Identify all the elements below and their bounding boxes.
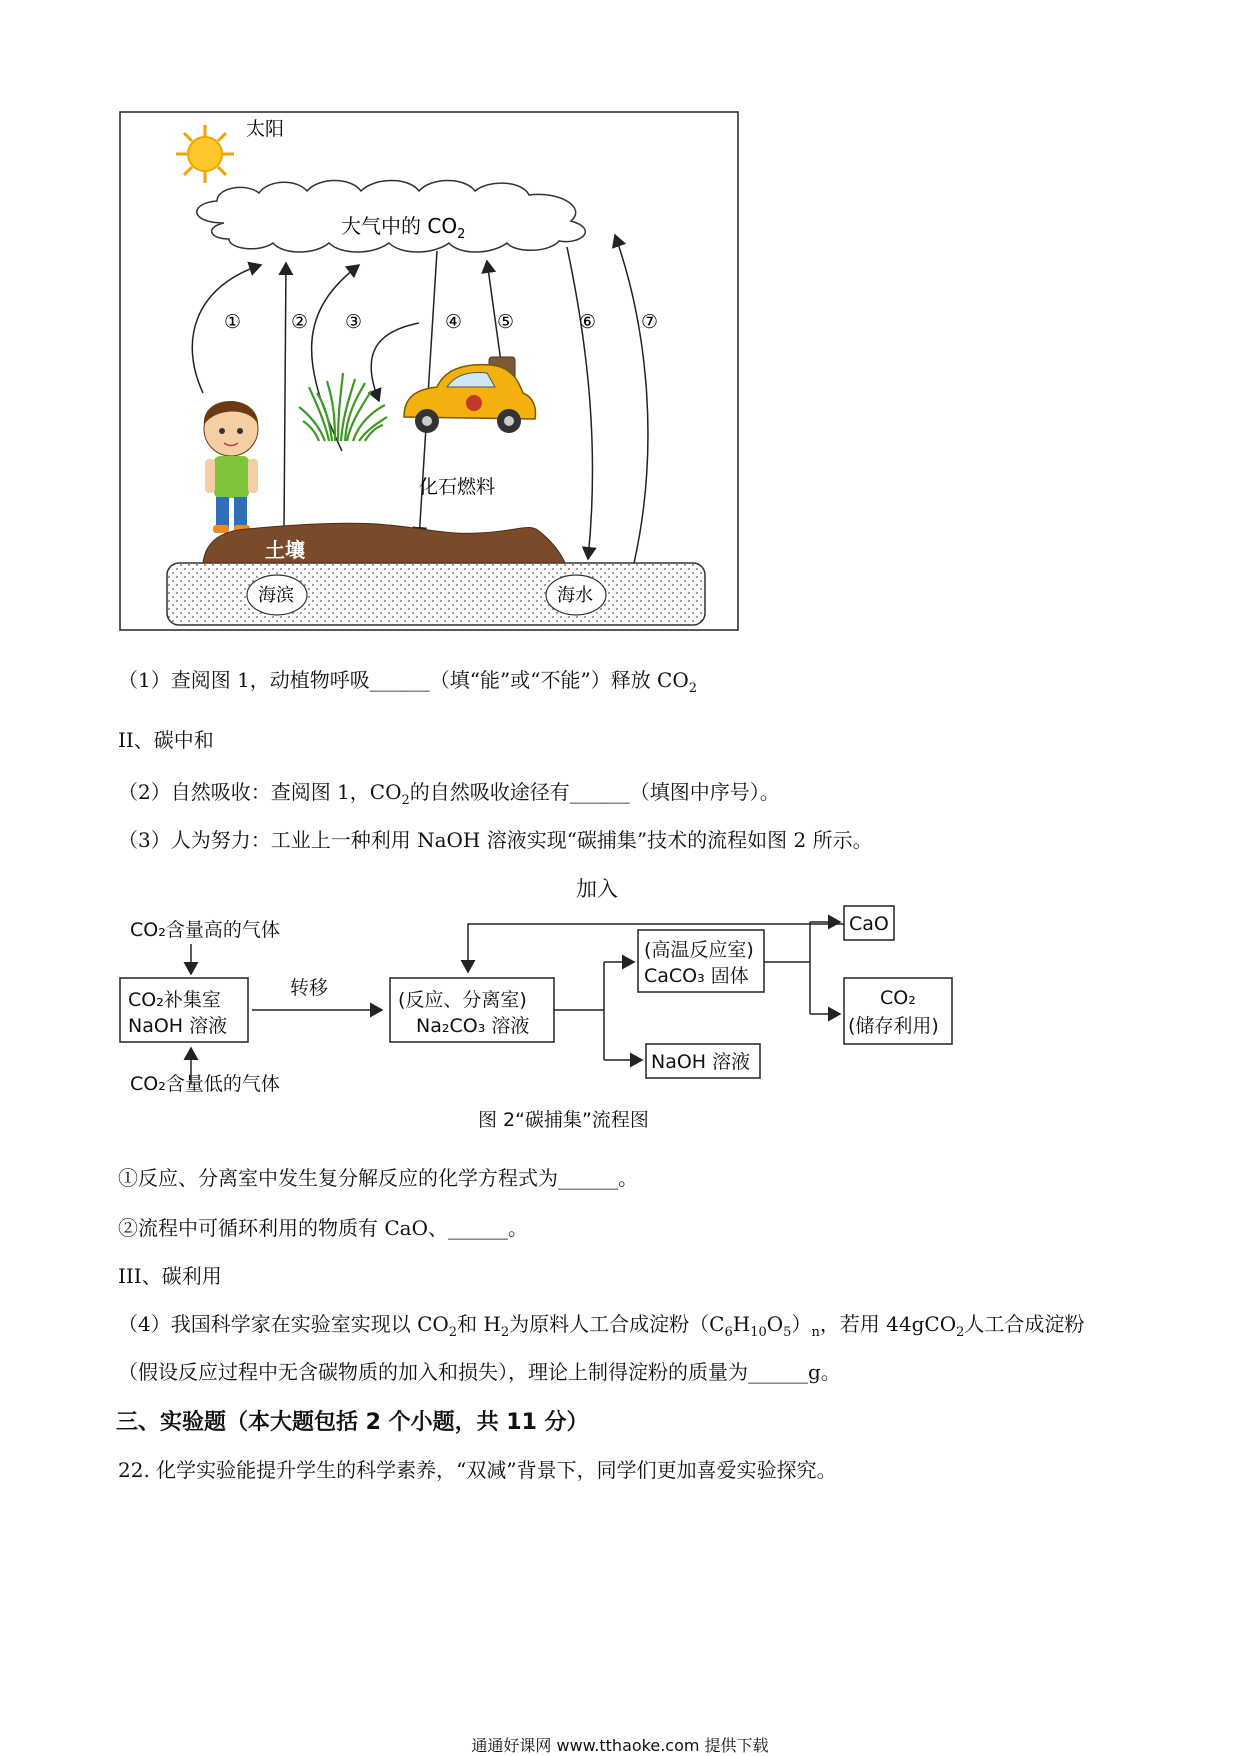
- question-3-2: ②流程中可循环利用的物质有 CaO、______。: [118, 1216, 528, 1240]
- capture-chamber-line1: CO₂补集室: [128, 989, 221, 1011]
- question-3-1: ①反应、分离室中发生复分解反应的化学方程式为______。: [118, 1166, 638, 1190]
- fossil-fuel-label: 化石燃料: [419, 476, 496, 498]
- naoh-solution-label: NaOH 溶液: [651, 1051, 751, 1073]
- question-4-line1: （4）我国科学家在实验室实现以 $CO_2$和 $H_2$为原料人工合成淀粉$(C_6H_{10}O_5)_n$，若用 44gCO$_2$人工合成淀粉: [118, 1312, 1085, 1340]
- section-heading-iii: III、碳利用: [118, 1264, 222, 1288]
- carbon-cycle-figure: [119, 111, 739, 631]
- footer-text: 通通好课网 www.tthaoke.com 提供下载: [471, 1736, 769, 1755]
- high-temp-chamber-line2: CaCO₃ 固体: [644, 965, 749, 987]
- path-number-3: ③: [345, 311, 363, 333]
- question-22: 22. 化学实验能提升学生的科学素养，“双减”背景下，同学们更加喜爱实验探究。: [118, 1458, 837, 1482]
- high-co2-gas-label: CO₂含量高的气体: [130, 919, 280, 941]
- capture-chamber-line2: NaOH 溶液: [128, 1015, 228, 1037]
- co2-storage-line2: (储存利用): [848, 1015, 939, 1037]
- transfer-label: 转移: [290, 977, 329, 999]
- path-number-2: ②: [291, 311, 309, 333]
- sea-label: 海水: [557, 585, 593, 606]
- low-co2-gas-label: CO₂含量低的气体: [130, 1073, 280, 1095]
- question-4-line2: （假设反应过程中无含碳物质的加入和损失），理论上制得淀粉的质量为______g。: [118, 1360, 841, 1384]
- path-number-6: ⑥: [579, 311, 597, 333]
- path-number-7: ⑦: [641, 311, 659, 333]
- sun-icon: [176, 125, 234, 183]
- path-number-5: ⑤: [497, 311, 515, 333]
- soil-mound: [203, 523, 565, 563]
- add-label: 加入: [576, 877, 618, 901]
- section-heading-experiment: 三、实验题（本大题包括 2 个小题，共 11 分）: [116, 1410, 589, 1435]
- question-2: （2）自然吸收：查阅图 1，$CO_2$的自然吸收途径有______（填图中序号）。: [118, 780, 780, 808]
- shore-label: 海滨: [258, 585, 294, 606]
- path-number-1: ①: [224, 311, 242, 333]
- cloud-label: 大气中的 $CO_2$: [341, 214, 466, 242]
- high-temp-chamber-line1: (高温反应室): [644, 939, 754, 961]
- path-number-4: ④: [445, 311, 463, 333]
- soil-label: 土壤: [265, 538, 305, 562]
- reaction-separation-line1: (反应、分离室): [398, 989, 527, 1011]
- reaction-separation-line2: Na₂CO₃ 溶液: [416, 1015, 530, 1037]
- sun-label: 太阳: [246, 118, 285, 140]
- figure2-caption: 图 2“碳捕集”流程图: [478, 1109, 649, 1131]
- carbon-capture-flowchart: [118, 866, 968, 1136]
- question-3: （3）人为努力：工业上一种利用 NaOH 溶液实现“碳捕集”技术的流程如图 2 所示。: [118, 828, 873, 852]
- question-1: （1）查阅图 1，动植物呼吸______（填“能”或“不能”）释放 $CO_2$: [118, 668, 698, 696]
- cao-label: CaO: [849, 913, 889, 935]
- section-heading-ii: II、碳中和: [118, 728, 214, 752]
- co2-storage-line1: CO₂: [880, 987, 916, 1009]
